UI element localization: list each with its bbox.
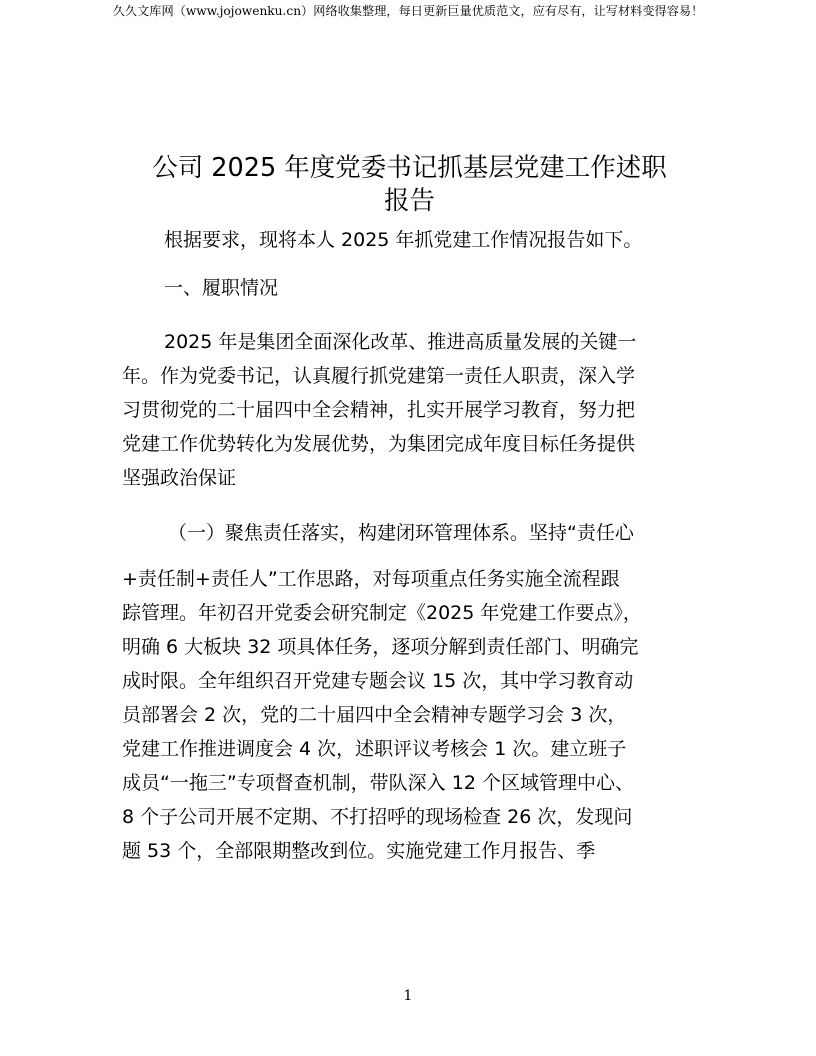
paragraph-line: 员部署会 2 次，党的二十届四中全会精神专题学习会 3 次， — [122, 704, 627, 726]
paragraph-line: 题 53 个，全部限期整改到位。实施党建工作月报告、季 — [122, 840, 596, 862]
document-title — [122, 152, 697, 218]
paragraph-line: 成员“一拖三”专项督查机制，带队深入 12 个区域管理中心、 — [122, 772, 634, 794]
paragraph-line: 年。作为党委书记，认真履行抓党建第一责任人职责，深入学 — [122, 365, 636, 387]
source-banner: 久久文库网（www.jojowenku.cn）网络收集整理，每日更新巨量优质范文，应有尽有，让写材料变得容易！ — [112, 4, 704, 18]
paragraph-line: 明确 6 大板块 32 项具体任务，逐项分解到责任部门、明确完 — [122, 636, 639, 658]
section-heading: 一、履职情况 — [164, 277, 279, 299]
paragraph-responsibility — [122, 562, 697, 868]
paragraph-line: 8 个子公司开展不定期、不打招呼的现场检查 26 次，发现问 — [122, 806, 633, 828]
paragraph-line: 2025 年是集团全面深化改革、推进高质量发展的关键一 — [164, 331, 637, 353]
title-line-1: 公司 2025 年度党委书记抓基层党建工作述职 — [152, 153, 667, 183]
paragraph-overview — [122, 325, 697, 495]
subsection-heading: （一）聚焦责任落实，构建闭环管理体系。坚持“责任心 — [168, 522, 634, 544]
document-body — [122, 152, 697, 868]
paragraph-line: 党建工作优势转化为发展优势，为集团完成年度目标任务提供 — [122, 433, 636, 455]
paragraph-line: 党建工作推进调度会 4 次，述职评议考核会 1 次。建立班子 — [122, 738, 627, 760]
page-number: 1 — [403, 988, 413, 1004]
title-line-2: 报告 — [383, 186, 435, 216]
intro-paragraph: 根据要求，现将本人 2025 年抓党建工作情况报告如下。 — [164, 229, 643, 251]
paragraph-line: +责任制+责任人”工作思路，对每项重点任务实施全流程跟 — [122, 568, 620, 590]
paragraph-line: 坚强政治保证 — [122, 467, 237, 489]
paragraph-line: 习贯彻党的二十届四中全会精神，扎实开展学习教育，努力把 — [122, 399, 636, 421]
paragraph-line: 成时限。全年组织召开党建专题会议 15 次，其中学习教育动 — [122, 670, 634, 692]
paragraph-line: 踪管理。年初召开党委会研究制定《2025 年党建工作要点》， — [122, 602, 642, 624]
